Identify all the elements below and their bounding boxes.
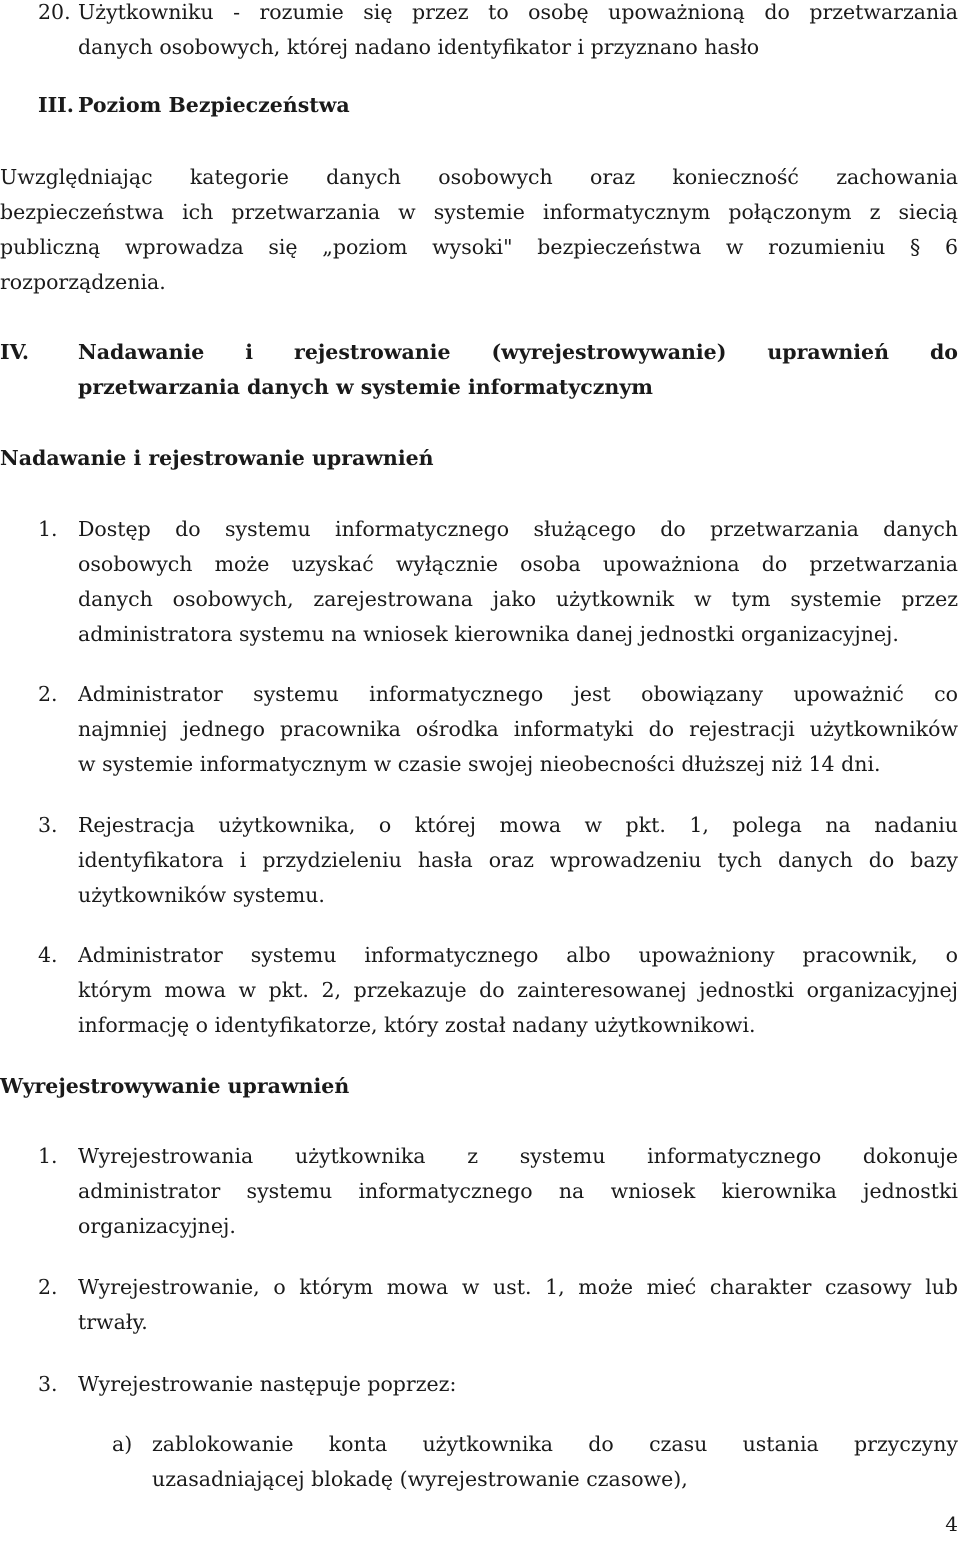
text-line: osobowych może uzyskać wyłącznie osoba upoważniona do przetwarzania (78, 552, 958, 576)
item-number: 2. (38, 682, 58, 706)
section-iii-paragraph (0, 160, 958, 300)
text-line: Wyrejestrowanie następuje poprzez: (78, 1372, 457, 1396)
text-line: bezpieczeństwa ich przetwarzania w systemie informatycznym połączonym z siecią (0, 200, 958, 224)
item-number: 1. (38, 1144, 58, 1168)
text-line: w systemie informatycznym w czasie swojej nieobecności dłuższej niż 14 dni. (78, 752, 881, 776)
text-line: administratora systemu na wniosek kierownika danej jednostki organizacyjnej. (78, 622, 899, 646)
text-line: identyfikatora i przydzieleniu hasła oraz wprowadzeniu tych danych do bazy (78, 848, 958, 872)
text-line: Uwzględniając kategorie danych osobowych oraz konieczność zachowania (0, 165, 958, 189)
section-heading-iv (0, 335, 958, 405)
subheading-title: Nadawanie i rejestrowanie uprawnień (0, 446, 434, 470)
item-number: 4. (38, 943, 58, 967)
list-item (0, 1139, 958, 1244)
item-number: 20. (38, 0, 71, 24)
item-letter: a) (112, 1432, 133, 1456)
text-line: Administrator systemu informatycznego jest obowiązany upoważnić co (78, 682, 958, 706)
section-title-line: przetwarzania danych w systemie informatycznym (78, 375, 653, 399)
text-line: danych osobowych, zarejestrowana jako użytkownik w tym systemie przez (78, 587, 958, 611)
list-item (0, 1367, 958, 1402)
text-line: publiczną wprowadza się „poziom wysoki" bezpieczeństwa w rozumieniu § 6 (0, 235, 958, 259)
subheading-title: Wyrejestrowywanie uprawnień (0, 1074, 350, 1098)
text-line: uzasadniającej blokadę (wyrejestrowanie czasowe), (152, 1467, 688, 1491)
text-line: informację o identyfikatorze, który został nadany użytkownikowi. (78, 1013, 756, 1037)
page-number: 4 (945, 1512, 958, 1536)
list-item (0, 677, 958, 782)
section-heading-iii (0, 88, 958, 123)
section-number: III. (38, 93, 74, 117)
subheading-granting (0, 441, 958, 476)
item-number: 3. (38, 1372, 58, 1396)
text-line: którym mowa w pkt. 2, przekazuje do zainteresowanej jednostki organizacyjnej (78, 978, 958, 1002)
text-line: organizacyjnej. (78, 1214, 236, 1238)
section-title: Poziom Bezpieczeństwa (78, 93, 350, 117)
list-item-20 (0, 0, 958, 65)
section-title-line: Nadawanie i rejestrowanie (wyrejestrowywanie) uprawnień do (78, 340, 958, 364)
subheading-deregistration (0, 1069, 958, 1104)
list-item (0, 1270, 958, 1340)
text-line: Wyrejestrowanie, o którym mowa w ust. 1, może mieć charakter czasowy lub (78, 1275, 958, 1299)
text-line: użytkowników systemu. (78, 883, 325, 907)
text-line: zablokowanie konta użytkownika do czasu ustania przyczyny (152, 1432, 958, 1456)
text-line: trwały. (78, 1310, 148, 1334)
sub-list-item (0, 1427, 958, 1497)
text-line: danych osobowych, której nadano identyfikator i przyznano hasło (78, 35, 760, 59)
list-item (0, 938, 958, 1043)
text-line: Użytkowniku - rozumie się przez to osobę upoważnioną do przetwarzania (78, 0, 958, 24)
text-line: Rejestracja użytkownika, o której mowa w pkt. 1, polega na nadaniu (78, 813, 958, 837)
item-number: 2. (38, 1275, 58, 1299)
text-line: administrator systemu informatycznego na wniosek kierownika jednostki (78, 1179, 958, 1203)
section-number: IV. (0, 340, 30, 364)
item-number: 1. (38, 517, 58, 541)
text-line: najmniej jednego pracownika ośrodka informatyki do rejestracji użytkowników (78, 717, 958, 741)
list-item (0, 808, 958, 913)
text-line: Dostęp do systemu informatycznego służącego do przetwarzania danych (78, 517, 958, 541)
list-item (0, 512, 958, 652)
text-line: Administrator systemu informatycznego albo upoważniony pracownik, o (78, 943, 958, 967)
item-number: 3. (38, 813, 58, 837)
text-line: rozporządzenia. (0, 270, 166, 294)
text-line: Wyrejestrowania użytkownika z systemu informatycznego dokonuje (78, 1144, 958, 1168)
